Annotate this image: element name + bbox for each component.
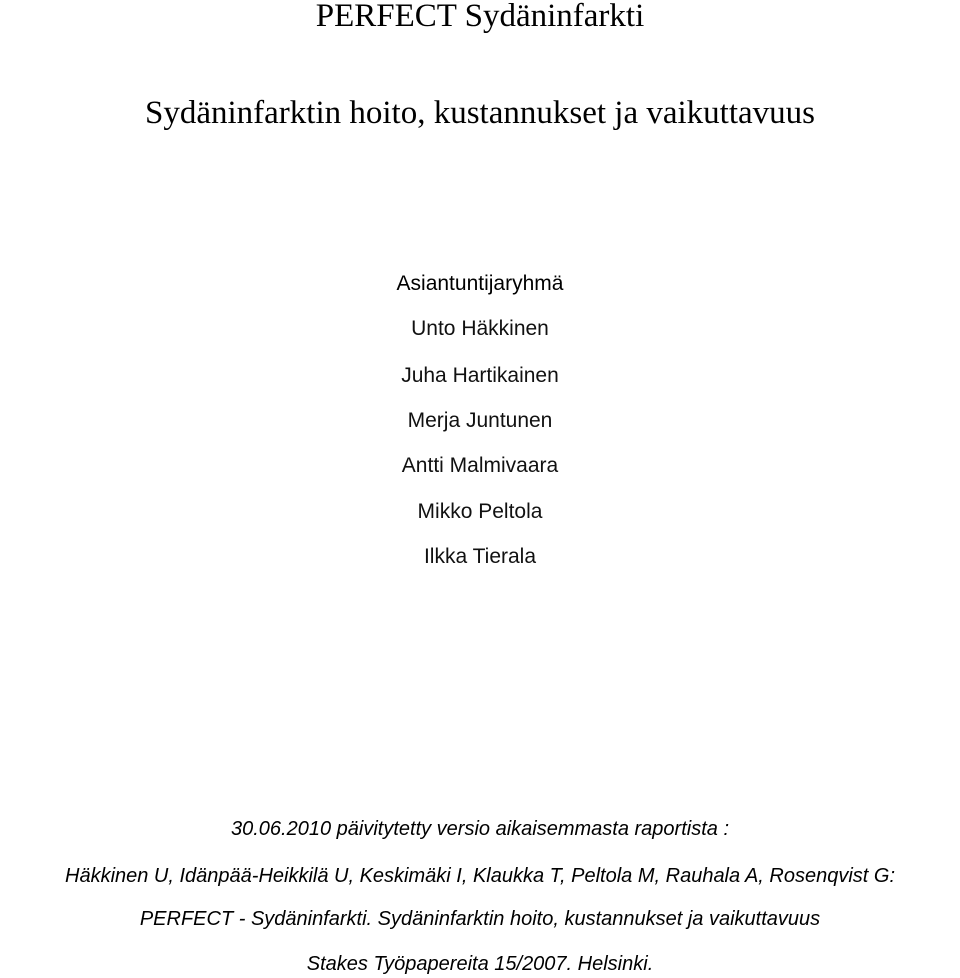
expert-group-heading: Asiantuntijaryhmä	[396, 272, 564, 295]
expert-member: Juha Hartikainen	[401, 364, 559, 387]
expert-member: Mikko Peltola	[417, 500, 543, 523]
reference-line-update-note: 30.06.2010 päivitytetty versio aikaisemmasta raportista :	[230, 818, 730, 840]
expert-member: Merja Juntunen	[407, 409, 553, 432]
reference-line-publisher: Stakes Työpapereita 15/2007. Helsinki.	[306, 953, 654, 975]
expert-member: Unto Häkkinen	[411, 317, 549, 340]
reference-line-title: PERFECT - Sydäninfarkti. Sydäninfarktin hoito, kustannukset ja vaikuttavuus	[139, 908, 821, 930]
document-title: PERFECT Sydäninfarkti	[315, 0, 645, 34]
expert-member: Ilkka Tierala	[423, 545, 537, 568]
document-subtitle: Sydäninfarktin hoito, kustannukset ja vaikuttavuus	[145, 95, 815, 131]
reference-line-authors: Häkkinen U, Idänpää-Heikkilä U, Keskimäki I, Klaukka T, Peltola M, Rauhala A, Rosenqvist G:	[65, 865, 895, 887]
expert-member: Antti Malmivaara	[401, 454, 559, 477]
